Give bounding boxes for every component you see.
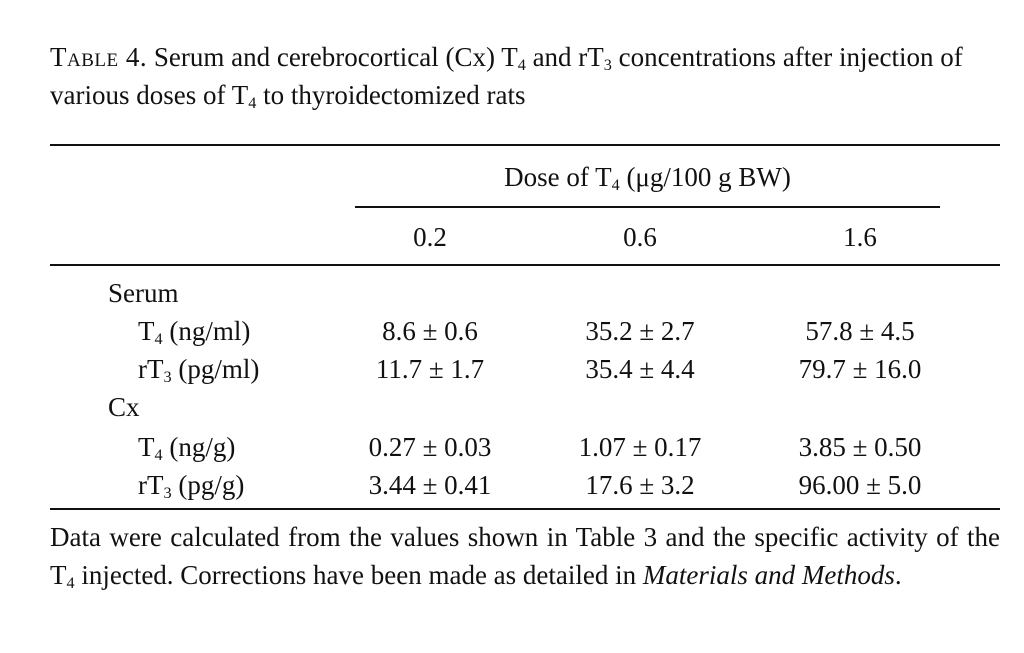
row-label-sub: 3 [163,484,172,503]
table-cell: 57.8 ± 4.5 [805,316,915,346]
caption-text-2: and rT [525,42,604,72]
row-label-sub: 4 [154,330,163,349]
header-rule [50,264,1000,266]
footnote-text-2: injected. Corrections have been made as detailed in [74,560,643,590]
row-label [138,350,259,388]
table-cell: 35.4 ± 4.4 [585,354,695,384]
footnote-text-3: . [894,560,902,590]
row-label [138,428,235,466]
table-cell: 96.00 ± 5.0 [798,470,922,500]
row-label [138,312,250,350]
table-row [50,466,1000,504]
column-header-dose-1: 0.2 [413,222,447,252]
table-label: Table 4. [50,42,148,72]
row-label-post: (pg/g) [171,470,245,500]
row-label-post: (ng/g) [162,432,236,462]
caption-sub-2: 3 [603,56,612,75]
spanner-text-pre: Dose of T [504,162,612,192]
row-label-post: (pg/ml) [171,354,260,384]
group-label-cx: Cx [108,392,140,422]
table-caption [50,38,1000,114]
table-cell: 3.44 ± 0.41 [368,470,492,500]
dose-spanner-header [355,160,940,194]
spanner-text-post: (μg/100 g BW) [619,162,791,192]
group-label-serum: Serum [108,278,179,308]
table-cell: 8.6 ± 0.6 [382,316,478,346]
table-cell: 0.27 ± 0.03 [368,432,492,462]
table-row [50,428,1000,466]
row-label-pre: rT [138,354,164,384]
row-label-pre: T [138,432,155,462]
table-footnote [50,508,1000,594]
caption-text-4: to thyroidectomized rats [256,80,526,110]
footnote-sub: 4 [66,574,75,593]
row-label-sub: 3 [163,368,172,387]
caption-text-3: concentrations after injection of various doses of T [50,42,963,110]
table-cell: 1.07 ± 0.17 [578,432,702,462]
caption-sub-1: 4 [517,56,526,75]
group-row-serum [50,274,1000,312]
row-label-sub: 4 [154,446,163,465]
table-cell: 3.85 ± 0.50 [798,432,922,462]
spanner-rule [355,206,940,208]
row-label [138,466,244,504]
table-cell: 17.6 ± 3.2 [585,470,695,500]
spanner-sub: 4 [611,176,620,195]
group-row-cx [50,388,1000,426]
data-table [50,146,1000,593]
caption-sub-3: 4 [248,94,257,113]
column-header-dose-3: 1.6 [843,222,877,252]
footnote-italic-reference: Materials and Methods [642,560,895,590]
table-row [50,350,1000,388]
table-row [50,312,1000,350]
table-cell: 79.7 ± 16.0 [798,354,922,384]
table-page [50,38,1000,593]
row-label-pre: T [138,316,155,346]
row-label-post: (ng/ml) [162,316,251,346]
footnote-text-1: Data were calculated from the values shown in Table 3 and the specific activity of the T [50,522,1000,590]
caption-text-1: Serum and cerebrocortical (Cx) T [153,42,518,72]
row-label-pre: rT [138,470,164,500]
table-cell: 11.7 ± 1.7 [375,354,485,384]
column-header-dose-2: 0.6 [623,222,657,252]
table-cell: 35.2 ± 2.7 [585,316,695,346]
